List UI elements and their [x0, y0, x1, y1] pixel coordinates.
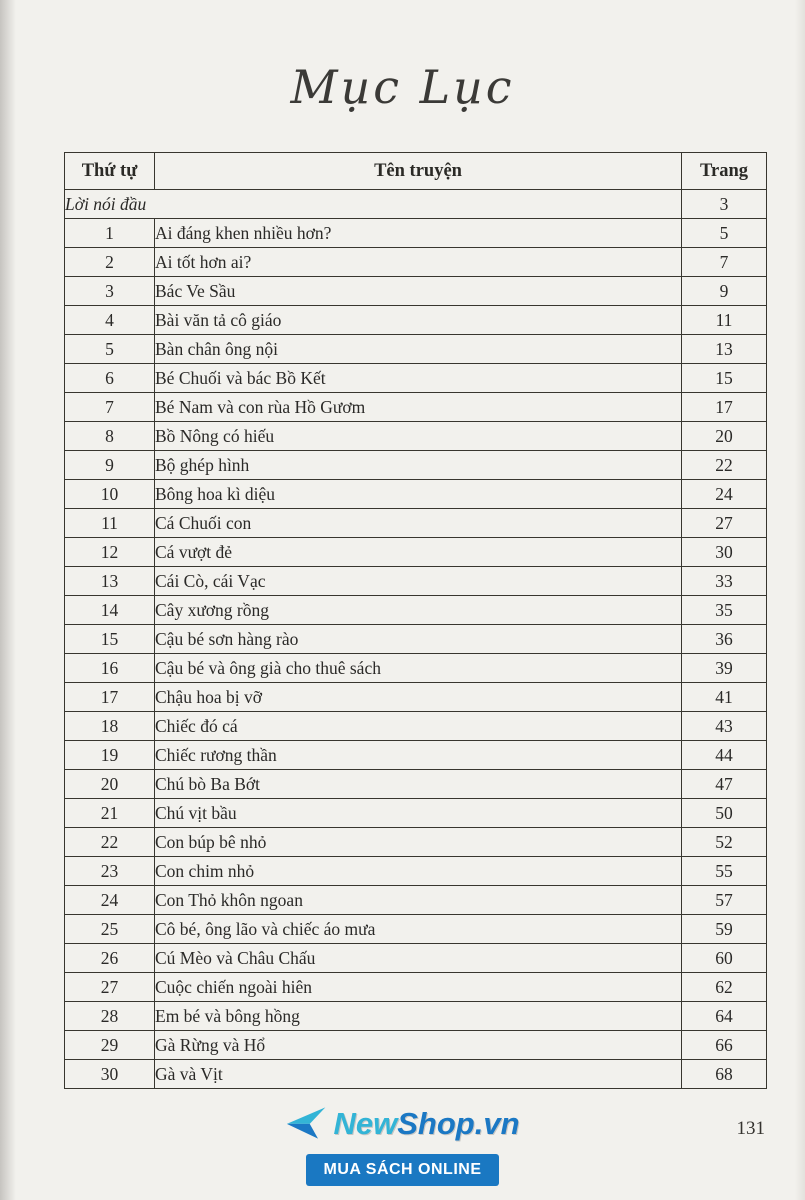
- preface-label: Lời nói đầu: [65, 190, 682, 219]
- row-story-name: Ai đáng khen nhiều hơn?: [155, 219, 682, 248]
- row-story-name: Con Thỏ khôn ngoan: [155, 886, 682, 915]
- table-row: [65, 741, 767, 770]
- row-order: 16: [65, 654, 155, 683]
- table-row: [65, 538, 767, 567]
- table-row: [65, 1031, 767, 1060]
- row-page: 59: [682, 915, 767, 944]
- row-story-name: Bông hoa kì diệu: [155, 480, 682, 509]
- row-story-name: Chú bò Ba Bớt: [155, 770, 682, 799]
- row-page: 44: [682, 741, 767, 770]
- table-row: [65, 219, 767, 248]
- table-row: [65, 973, 767, 1002]
- row-page: 27: [682, 509, 767, 538]
- logo-text-new: New: [333, 1105, 398, 1141]
- row-order: 19: [65, 741, 155, 770]
- table-row: [65, 364, 767, 393]
- row-order: 13: [65, 567, 155, 596]
- row-page: 62: [682, 973, 767, 1002]
- row-story-name: Cậu bé sơn hàng rào: [155, 625, 682, 654]
- row-story-name: Chú vịt bầu: [155, 799, 682, 828]
- row-page: 11: [682, 306, 767, 335]
- row-order: 18: [65, 712, 155, 741]
- row-order: 22: [65, 828, 155, 857]
- row-order: 3: [65, 277, 155, 306]
- footer: [0, 1100, 805, 1186]
- table-row: [65, 1060, 767, 1089]
- row-story-name: Chiếc đó cá: [155, 712, 682, 741]
- scan-edge-left: [0, 0, 16, 1200]
- row-page: 60: [682, 944, 767, 973]
- table-row: [65, 886, 767, 915]
- row-story-name: Bé Nam và con rùa Hồ Gươm: [155, 393, 682, 422]
- row-story-name: Bé Chuối và bác Bồ Kết: [155, 364, 682, 393]
- row-story-name: Em bé và bông hồng: [155, 1002, 682, 1031]
- row-story-name: Gà và Vịt: [155, 1060, 682, 1089]
- table-row: [65, 422, 767, 451]
- header-name: Tên truyện: [155, 153, 682, 190]
- row-story-name: Cô bé, ông lão và chiếc áo mưa: [155, 915, 682, 944]
- row-page: 50: [682, 799, 767, 828]
- row-page: 30: [682, 538, 767, 567]
- row-order: 20: [65, 770, 155, 799]
- row-story-name: Cậu bé và ông già cho thuê sách: [155, 654, 682, 683]
- row-order: 8: [65, 422, 155, 451]
- row-story-name: Chiếc rương thần: [155, 741, 682, 770]
- row-order: 21: [65, 799, 155, 828]
- table-row: [65, 828, 767, 857]
- row-page: 35: [682, 596, 767, 625]
- row-story-name: Cú Mèo và Châu Chấu: [155, 944, 682, 973]
- row-page: 22: [682, 451, 767, 480]
- logo-text-shop: Shop.vn: [397, 1105, 520, 1141]
- row-story-name: Cây xương rồng: [155, 596, 682, 625]
- row-story-name: Con chim nhỏ: [155, 857, 682, 886]
- row-order: 30: [65, 1060, 155, 1089]
- toc-rows: [65, 190, 767, 1089]
- row-order: 29: [65, 1031, 155, 1060]
- row-order: 24: [65, 886, 155, 915]
- row-page: 5: [682, 219, 767, 248]
- row-page: 47: [682, 770, 767, 799]
- row-page: 52: [682, 828, 767, 857]
- table-row: [65, 480, 767, 509]
- toc-table: [64, 152, 767, 1089]
- row-order: 2: [65, 248, 155, 277]
- table-row: [65, 335, 767, 364]
- row-story-name: Cá Chuối con: [155, 509, 682, 538]
- scan-edge-right: [795, 0, 805, 1200]
- row-order: 26: [65, 944, 155, 973]
- row-story-name: Con búp bê nhỏ: [155, 828, 682, 857]
- table-row: [65, 509, 767, 538]
- row-page: 24: [682, 480, 767, 509]
- table-row: [65, 944, 767, 973]
- row-page: 64: [682, 1002, 767, 1031]
- row-order: 9: [65, 451, 155, 480]
- row-page: 20: [682, 422, 767, 451]
- row-page: 13: [682, 335, 767, 364]
- row-story-name: Cá vượt đẻ: [155, 538, 682, 567]
- row-page: 39: [682, 654, 767, 683]
- row-order: 7: [65, 393, 155, 422]
- row-story-name: Bộ ghép hình: [155, 451, 682, 480]
- table-row: [65, 712, 767, 741]
- row-page: 43: [682, 712, 767, 741]
- table-row: [65, 1002, 767, 1031]
- table-row: [65, 625, 767, 654]
- table-row: [65, 277, 767, 306]
- row-page: 55: [682, 857, 767, 886]
- table-row: [65, 393, 767, 422]
- row-page: 66: [682, 1031, 767, 1060]
- row-order: 17: [65, 683, 155, 712]
- row-order: 6: [65, 364, 155, 393]
- row-page: 41: [682, 683, 767, 712]
- newshop-logo: [285, 1100, 519, 1147]
- row-story-name: Bài văn tả cô giáo: [155, 306, 682, 335]
- row-order: 14: [65, 596, 155, 625]
- preface-page: 3: [682, 190, 767, 219]
- table-row: [65, 567, 767, 596]
- row-order: 25: [65, 915, 155, 944]
- row-page: 9: [682, 277, 767, 306]
- row-page: 7: [682, 248, 767, 277]
- row-order: 23: [65, 857, 155, 886]
- row-story-name: Gà Rừng và Hổ: [155, 1031, 682, 1060]
- row-story-name: Bồ Nông có hiếu: [155, 422, 682, 451]
- table-row: [65, 306, 767, 335]
- row-story-name: Chậu hoa bị vỡ: [155, 683, 682, 712]
- table-row: [65, 451, 767, 480]
- table-row: [65, 915, 767, 944]
- newshop-arrow-icon: [285, 1104, 329, 1147]
- table-row: [65, 770, 767, 799]
- preface-row: [65, 190, 767, 219]
- row-order: 15: [65, 625, 155, 654]
- table-row: [65, 799, 767, 828]
- table-row: [65, 857, 767, 886]
- row-order: 4: [65, 306, 155, 335]
- row-order: 1: [65, 219, 155, 248]
- page-title: Mục Lục: [290, 60, 515, 114]
- table-row: [65, 596, 767, 625]
- row-page: 68: [682, 1060, 767, 1089]
- row-story-name: Bàn chân ông nội: [155, 335, 682, 364]
- row-page: 17: [682, 393, 767, 422]
- row-order: 12: [65, 538, 155, 567]
- row-story-name: Cái Cò, cái Vạc: [155, 567, 682, 596]
- row-order: 10: [65, 480, 155, 509]
- table-row: [65, 248, 767, 277]
- banner-mua-sach-online: MUA SÁCH ONLINE: [306, 1154, 498, 1186]
- row-story-name: Cuộc chiến ngoài hiên: [155, 973, 682, 1002]
- table-row: [65, 683, 767, 712]
- page-number: 131: [736, 1118, 765, 1139]
- header-page: Trang: [682, 153, 767, 190]
- row-page: 15: [682, 364, 767, 393]
- row-page: 36: [682, 625, 767, 654]
- row-order: 28: [65, 1002, 155, 1031]
- row-order: 5: [65, 335, 155, 364]
- table-row: [65, 654, 767, 683]
- header-order: Thứ tự: [65, 153, 155, 190]
- row-story-name: Ai tốt hơn ai?: [155, 248, 682, 277]
- table-header-row: [65, 153, 767, 190]
- row-page: 57: [682, 886, 767, 915]
- row-page: 33: [682, 567, 767, 596]
- row-order: 11: [65, 509, 155, 538]
- row-story-name: Bác Ve Sầu: [155, 277, 682, 306]
- row-order: 27: [65, 973, 155, 1002]
